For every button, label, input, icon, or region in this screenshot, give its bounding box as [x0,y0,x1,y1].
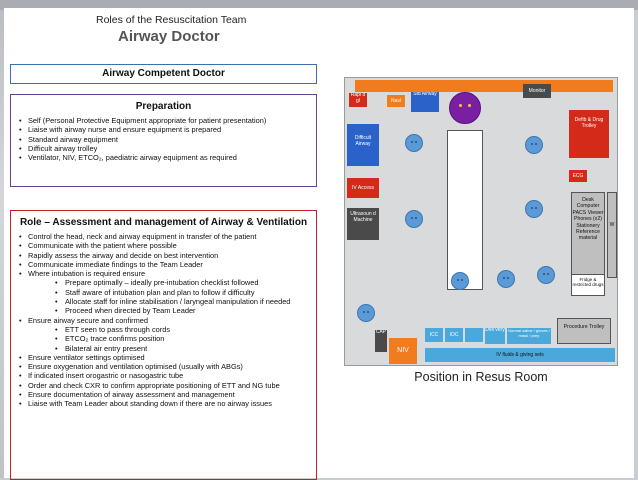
top-shelf [355,80,613,92]
patient-bed [447,130,483,290]
list-item: • Ensure airway secure and confirmed [19,316,316,325]
list-item: • Ventilator, NIV, ETCO₂, paediatric airway equipment as required [19,153,316,162]
iv-fluids-box: IV fluids & giving sets [425,348,615,362]
team-member-face-icon [357,304,375,322]
cap-box: CAP [375,330,387,352]
list-item: • Control the head, neck and airway equipment in transfer of the patient [19,232,316,241]
sub-list-item: • ETCO₂ trace confirms position [19,334,316,343]
delivery-box: Deli very [485,328,505,344]
warmer-box: W [607,192,617,278]
airway-doctor-face-icon [449,92,481,124]
desk-box: Desk Computer PACS Viewer Phones (x2) Stationery Reference material [571,192,605,278]
list-item: • Liaise with airway nurse and ensure equipment is prepared [19,125,316,134]
rapid-gl-box: Rapi d gl [349,93,367,107]
sub-list-item: • ETT seen to pass through cords [19,325,316,334]
role-list [11,232,316,409]
sub-list-item: • Bilateral air entry present [19,344,316,353]
header-subtitle: Roles of the Resuscitation Team [96,14,247,26]
list-item: • Standard airway equipment [19,135,316,144]
team-member-face-icon [405,134,423,152]
sub-list-item: • Proceed when directed by Team Leader [19,306,316,315]
role-box [10,210,317,480]
procedure-trolley-box: Procedure Trolley [557,318,611,344]
team-member-face-icon [451,272,469,290]
list-item: • If indicated insert orogastric or nasogastric tube [19,371,316,380]
competent-doctor-box: Airway Competent Doctor [10,64,317,84]
team-member-face-icon [405,210,423,228]
difficult-airway-box: Difficult Airway [347,124,379,166]
ioc-box: IOC [445,328,463,342]
team-member-face-icon [525,136,543,154]
role-title: Role – Assessment and management of Airway & Ventilation [19,217,308,228]
sub-list-item: • Prepare optimally – ideally pre-intubation checklist followed [19,278,316,287]
ultrasound-machine-box: Ultrasoun d Machine [347,208,379,240]
list-item: • Rapidly assess the airway and decide on best intervention [19,251,316,260]
list-item: • Ensure ventilator settings optimised [19,353,316,362]
team-member-face-icon [537,266,555,284]
page-title: Airway Doctor [118,28,220,45]
resus-room-diagram [344,77,618,366]
team-member-face-icon [497,270,515,288]
list-item: • Communicate immediate findings to the Team Leader [19,260,316,269]
diagram-caption: Position in Resus Room [414,370,548,384]
niv-box: NIV [389,338,417,364]
icc-box: ICC [425,328,443,342]
preparation-title: Preparation [135,101,192,112]
sub-list-item: • Staff aware of intubation plan and plan to follow if difficulty [19,288,316,297]
preparation-box [10,94,317,187]
team-member-face-icon [525,200,543,218]
misc-supplies-box: Normal saline / gloves / mask / prep [507,328,551,344]
list-item: • Liaise with Team Leader about standing down if there are no airway issues [19,399,316,408]
nasl-box: Nasl [387,95,405,107]
list-item: • Self (Personal Protective Equipment appropriate for patient presentation) [19,116,316,125]
sub-list-item: • Allocate staff for inline stabilisation / laryngeal manipulation if needed [19,297,316,306]
std-airway-box: Std Airway [411,92,439,112]
list-item: • Ensure oxygenation and ventilation optimised (usually with ABGs) [19,362,316,371]
fridge-box: Fridge & restricted drugs [571,274,605,296]
list-item: • Difficult airway trolley [19,144,316,153]
iv-access-box: IV Access [347,178,379,198]
list-item: • Ensure documentation of airway assessment and management [19,390,316,399]
defib-drug-trolley-box: Defib & Drug Trolley [569,110,609,158]
cvc-box [465,328,483,342]
list-item: • Order and check CXR to confirm appropriate positioning of ETT and NG tube [19,381,316,390]
list-item: • Where intubation is required ensure [19,269,316,278]
list-item: • Communicate with the patient where possible [19,241,316,250]
preparation-list [11,116,316,162]
ecg-box: ECG [569,170,587,182]
monitor-box: Monitor [523,84,551,98]
